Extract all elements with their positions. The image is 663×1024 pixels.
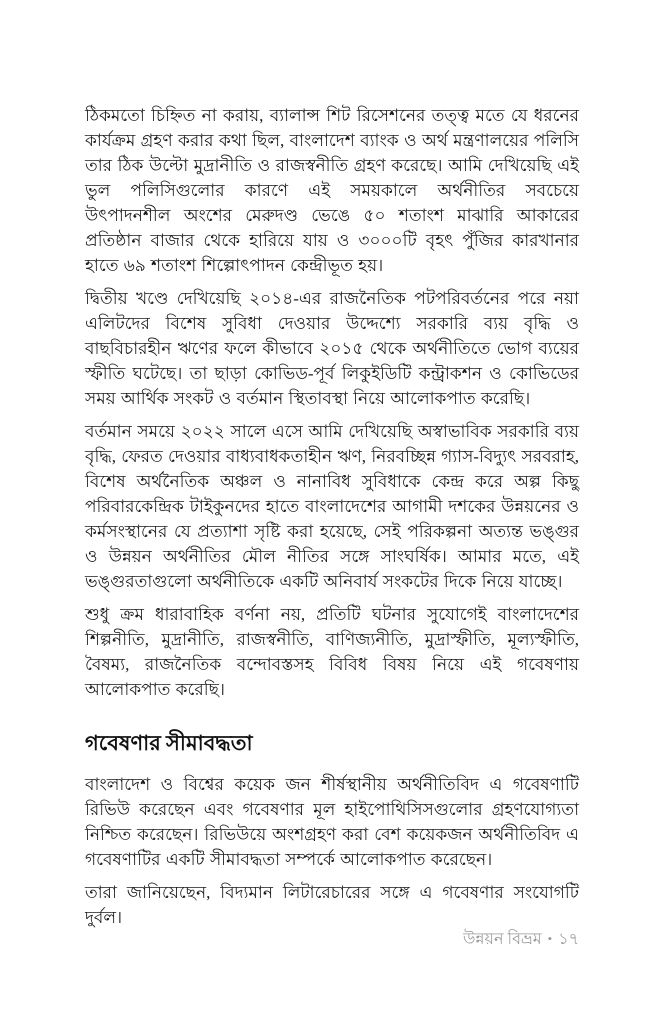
bullet-separator-icon: • bbox=[547, 931, 553, 946]
paragraph: বাংলাদেশ ও বিশ্বের কয়েক জন শীর্ষস্থানীয় অর্থনীতিবিদ এ গবেষণাটি রিভিউ করেছেন এবং গবেষণার মূল হাইপোথিসিসগুলোর গ্রহণযোগ্যতা নিশ্চিত করেছেন। রিভিউয়ে অংশগ্রহণ করা বেশ কয়েকজন অর্থনীতিবিদ এ গবেষণাটির একটি সীমাবদ্ধতা সম্পর্কে আলোকপাত করেছেন। bbox=[85, 775, 579, 869]
page-content bbox=[85, 103, 579, 938]
book-title: উন্নয়ন বিভ্রম bbox=[462, 931, 542, 948]
section-heading: গবেষণার সীমাবদ্ধতা bbox=[85, 731, 253, 755]
paragraph: ঠিকমতো চিহ্নিত না করায়, ব্যালান্স শিট রিসেশনের তত্ত্ব মতে যে ধরনের কার্যক্রম গ্রহণ করার কথা ছিল, বাংলাদেশ ব্যাংক ও অর্থ মন্ত্রণালয়ের পলিসি তার ঠিক উল্টো মুদ্রানীতি ও রাজস্বনীতি গ্রহণ করেছে। আমি দেখিয়েছি এই ভুল পলিসিগুলোর কারণে এই সময়কালে অর্থনীতির সবচেয়ে উৎপাদনশীল অংশের মেরুদণ্ড ভেঙে ৫০ শতাংশ মাঝারি আকারের প্রতিষ্ঠান বাজার থেকে হারিয়ে যায় ও ৩০০০টি বৃহৎ পুঁজির কারখানার হাতে ৬৯ শতাংশ শিল্পোৎপাদন কেন্দ্রীভূত হয়। bbox=[85, 106, 579, 275]
page-footer bbox=[85, 928, 579, 951]
paragraph: দ্বিতীয় খণ্ডে দেখিয়েছি ২০১৪-এর রাজনৈতিক পটপরিবর্তনের পরে নয়া এলিটদের বিশেষ সুবিধা দেওয়ার উদ্দেশ্যে সরকারি ব্যয় বৃদ্ধি ও বাছবিচারহীন ঋণের ফলে কীভাবে ২০১৫ থেকে অর্থনীতিতে ভোগ ব্যয়ের স্ফীতি ঘটেছে। তা ছাড়া কোভিড-পূর্ব লিকুইডিটি কন্ট্রাকশন ও কোভিডের সময় আর্থিক সংকট ও বর্তমান স্থিতাবস্থা নিয়ে আলোকপাত করেছি। bbox=[85, 289, 579, 408]
paragraph: তারা জানিয়েছেন, বিদ্যমান লিটারেচারের সঙ্গে এ গবেষণার সংযোগটি দুর্বল। bbox=[85, 883, 579, 927]
paragraph: শুধু ক্রম ধারাবাহিক বর্ণনা নয়, প্রতিটি ঘটনার সুযোগেই বাংলাদেশের শিল্পনীতি, মুদ্রানীতি, রাজস্বনীতি, বাণিজ্যনীতি, মুদ্রাস্ফীতি, মূল্যস্ফীতি, বৈষম্য, রাজনৈতিক বন্দোবস্তসহ বিবিধ বিষয় নিয়ে এই গবেষণায় আলোকপাত করেছি। bbox=[85, 605, 579, 699]
page-number: ১৭ bbox=[558, 931, 579, 948]
paragraph: বর্তমান সময়ে ২০২২ সালে এসে আমি দেখিয়েছি অস্বাভাবিক সরকারি ব্যয় বৃদ্ধি, ফেরত দেওয়ার বাধ্যবাধকতাহীন ঋণ, নিরবচ্ছিন্ন গ্যাস-বিদ্যুৎ সরবরাহ, বিশেষ অর্থনৈতিক অঞ্চল ও নানাবিধ সুবিধাকে কেন্দ্র করে অল্প কিছু পরিবারকেন্দ্রিক টাইকুনদের হাতে বাংলাদেশের আগামী দশকের উন্নয়নের ও কর্মসংস্থানের যে প্রত্যাশা সৃষ্টি করা হয়েছে, সেই পরিকল্পনা অত্যন্ত ভঙ্গুর ও উন্নয়ন অর্থনীতির মৌল নীতির সঙ্গে সাংঘর্ষিক। আমার মতে, এই ভঙ্গুরতাগুলো অর্থনীতিকে একটি অনিবার্য সংকটের দিকে নিয়ে যাচ্ছে। bbox=[85, 422, 579, 591]
